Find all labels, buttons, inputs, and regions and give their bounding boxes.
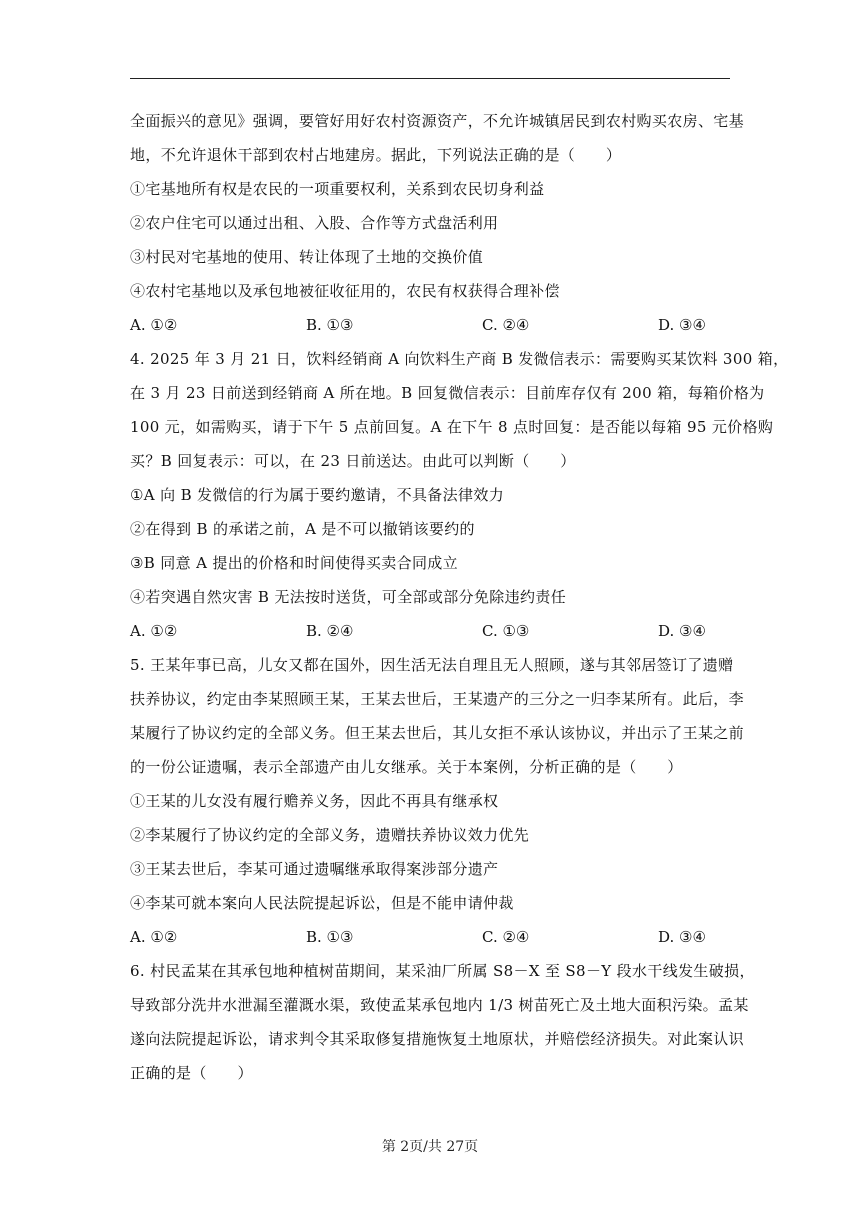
option-b: B. ②④ [306, 622, 354, 640]
option-a: A. ①② [130, 928, 178, 946]
option-b: B. ①③ [306, 316, 354, 334]
statement-item: ②农户住宅可以通过出租、入股、合作等方式盘活利用 [130, 214, 499, 232]
question-4 [130, 342, 789, 648]
header-rule [130, 78, 730, 79]
question-stem-line: 100 元，如需购买，请于下午 5 点前回复。A 在下午 8 点时回复：是否能以每箱 95 元价格购 [130, 418, 774, 436]
option-a: A. ①② [130, 622, 178, 640]
question-6 [130, 954, 755, 1090]
question-stem-line: 地，不允许退休干部到农村占地建房。据此，下列说法正确的是（ ） [130, 146, 622, 164]
question-stem-line: 全面振兴的意见》强调，要管好用好农村资源资产，不允许城镇居民到农村购买农房、宅基 [130, 112, 745, 130]
statement-item: ①A 向 B 发微信的行为属于要约邀请，不具备法律效力 [130, 486, 505, 504]
statement-item: ③村民对宅基地的使用、转让体现了土地的交换价值 [130, 248, 484, 266]
statement-item: ④李某可就本案向人民法院提起诉讼，但是不能申请仲裁 [130, 894, 514, 912]
statement-item: ①王某的儿女没有履行赡养义务，因此不再具有继承权 [130, 792, 499, 810]
option-a: A. ①② [130, 316, 178, 334]
option-d: D. ③④ [658, 316, 706, 334]
option-c: C. ②④ [482, 316, 530, 334]
statement-item: ③B 同意 A 提出的价格和时间使得买卖合同成立 [130, 554, 459, 572]
answer-options [130, 614, 730, 648]
statement-item: ①宅基地所有权是农民的一项重要权利，关系到农民切身利益 [130, 180, 545, 198]
answer-options [130, 920, 730, 954]
statement-item: ②李某履行了协议约定的全部义务，遗赠扶养协议效力优先 [130, 826, 530, 844]
question-stem-line: 某履行了协议约定的全部义务。但王某去世后，其儿女拒不承认该协议，并出示了王某之前 [130, 724, 745, 742]
answer-options [130, 308, 730, 342]
option-d: D. ③④ [658, 928, 706, 946]
statement-item: ④农村宅基地以及承包地被征收征用的，农民有权获得合理补偿 [130, 282, 560, 300]
option-b: B. ①③ [306, 928, 354, 946]
question-stem-line: 买？B 回复表示：可以，在 23 日前送达。由此可以判断（ ） [130, 452, 576, 470]
question-stem-line: 正确的是（ ） [130, 1064, 253, 1082]
question-3 [130, 104, 745, 342]
page-number: 第 2页/共 27页 [381, 1139, 479, 1155]
statement-item: ②在得到 B 的承诺之前，A 是不可以撤销该要约的 [130, 520, 475, 538]
question-5 [130, 648, 745, 954]
question-stem-line: 4. 2025 年 3 月 21 日，饮料经销商 A 向饮料生产商 B 发微信表示：需要购买某饮料 300 箱， [130, 350, 789, 368]
option-d: D. ③④ [658, 622, 706, 640]
option-c: C. ①③ [482, 622, 530, 640]
statement-item: ③王某去世后，李某可通过遗嘱继承取得案涉部分遗产 [130, 860, 499, 878]
question-stem-line: 6. 村民孟某在其承包地种植树苗期间，某采油厂所属 S8－X 至 S8－Y 段水干线发生破损， [130, 962, 755, 980]
page-content [130, 104, 789, 1090]
question-stem-line: 遂向法院提起诉讼，请求判令其采取修复措施恢复土地原状，并赔偿经济损失。对此案认识 [130, 1030, 745, 1048]
option-c: C. ②④ [482, 928, 530, 946]
question-stem-line: 在 3 月 23 日前送到经销商 A 所在地。B 回复微信表示：目前库存仅有 200 箱，每箱价格为 [130, 384, 765, 402]
statement-item: ④若突遇自然灾害 B 无法按时送货，可全部或部分免除违约责任 [130, 588, 567, 606]
question-stem-line: 扶养协议，约定由李某照顾王某，王某去世后，王某遗产的三分之一归李某所有。此后，李 [130, 690, 745, 708]
question-stem-line: 的一份公证遗嘱，表示全部遗产由儿女继承。关于本案例，分析正确的是（ ） [130, 758, 683, 776]
question-stem-line: 5. 王某年事已高，儿女又都在国外，因生活无法自理且无人照顾，遂与其邻居签订了遗赠 [130, 656, 734, 674]
question-stem-line: 导致部分洗井水泄漏至灌溉水渠，致使孟某承包地内 1/3 树苗死亡及土地大面积污染。孟某 [130, 996, 749, 1014]
